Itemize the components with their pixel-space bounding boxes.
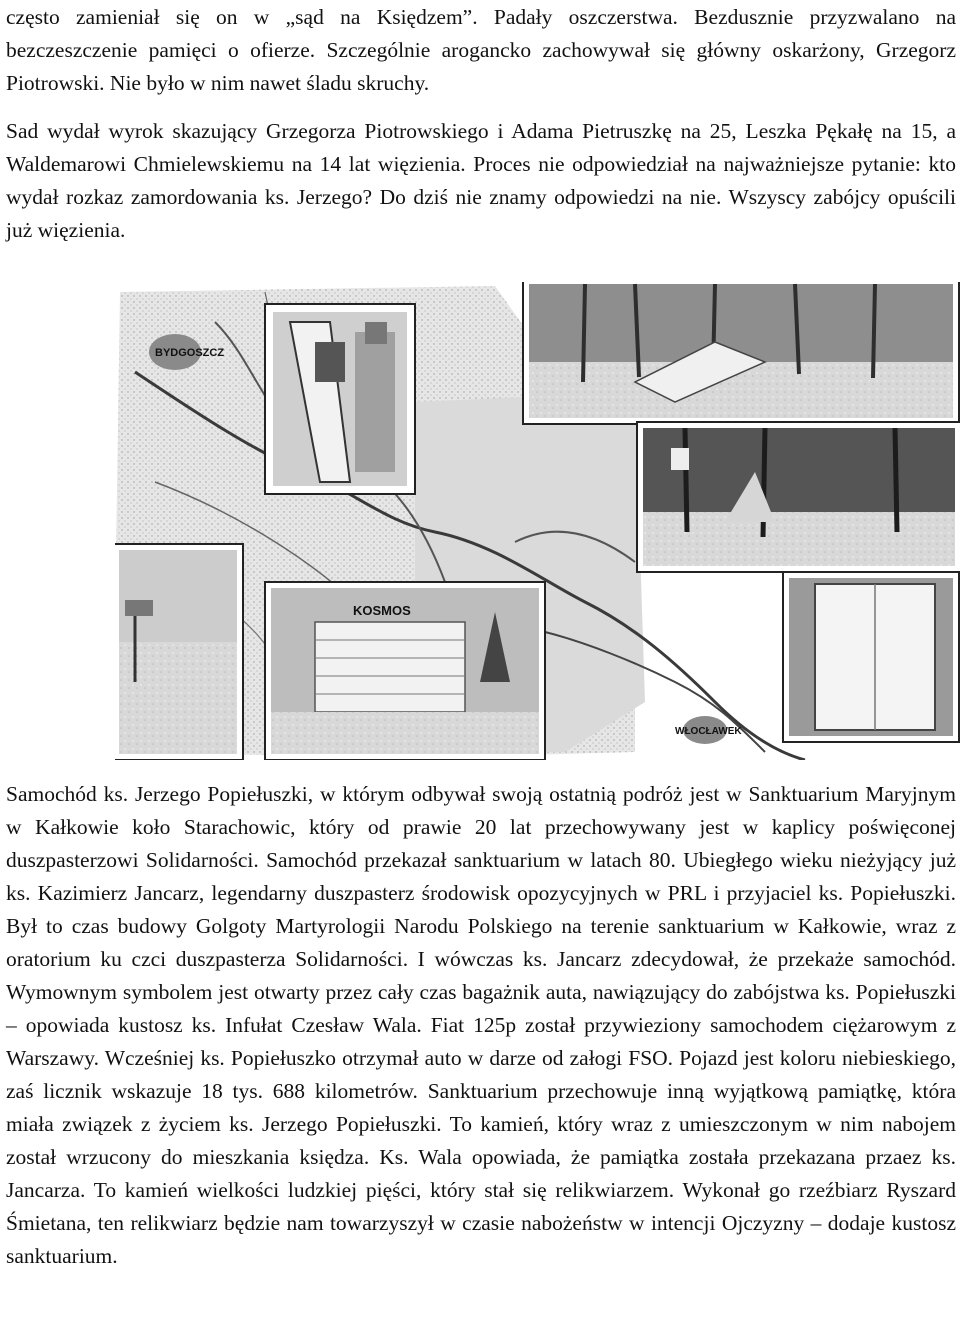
photo-kosmos-hotel [265,582,545,760]
map-label-wloclawek: WŁOCŁAWEK [675,726,742,737]
photo-snowy-forest [523,282,959,424]
paragraph-verdict: Sad wydał wyrok skazujący Grzegorza Piotrowskiego i Adama Pietruszkę na 25, Leszka Pękałę na 15, a Waldemarowi Chmielewskiemu na 14 lat więzienia. Proces nie odpowiedział na najważniejsze pytanie: kto wydał rozkaz zamordowania ks. Jerzego? Do dziś nie znamy odpowiedzi na nie. Wszyscy zabójcy opuścili już więzienia. [6,119,956,242]
photo-roadside [115,544,243,760]
photo-memorial-door [783,572,959,742]
kosmos-sign: KOSMOS [353,603,411,618]
map-label-bydgoszcz: BYDGOSZCZ [155,347,225,359]
photo-collage [115,282,960,760]
paragraph-intro: często zamieniał się on w „sąd na Księdzem”. Padały oszczerstwa. Bezdusznie przyzwalano na bezczeszczenie pamięci o ofierze. Szczególnie arogancko zachowywał się główny oskarżony, Grzegorz Piotrowski. Nie było w nim nawet śladu skruchy. [6,5,956,95]
photo-winter-woods [637,422,960,572]
photo-memorial-cross [265,304,415,494]
paragraph-car-relic: Samochód ks. Jerzego Popiełuszki, w którym odbywał swoją ostatnią podróż jest w Sanktuarium Maryjnym w Kałkowie koło Starachowic, który od prawie 20 lat przechowywany jest w kaplicy poświęconej duszpasterzowi Solidarności. Samochód przekazał sanktuarium w latach 80. Ubiegłego wieku nieżyjący już ks. Kazimierz Jancarz, legendarny duszpasterz środowisk opozycyjnych w PRL i przyjaciel ks. Popiełuszki. Był to czas budowy Golgoty Martyrologii Narodu Polskiego na terenie sanktuarium w Kałkowie, wraz z oratorium ku czci duszpasterza Solidarności. I wówczas ks. Jancarz zdecydował, że przekaże samochód. Wymownym symbolem jest otwarty przez cały czas bagażnik auta, nawiązujący do zabójstwa ks. Popiełuszki – opowiada kustosz ks. Infułat Czesław Wala. Fiat 125p został przywieziony samochodem ciężarowym z Warszawy. Wcześniej ks. Popiełuszko otrzymał auto w darze od załogi FSO. Pojazd jest koloru niebieskiego, zaś licznik wskazuje 18 tys. 688 kilometrów. Sanktuarium przechowuje inną wyjątkową pamiątkę, która miała związek z życiem ks. Jerzego Popiełuszki. To kamień, który wraz z umieszczonym w nim nabojem został wrzucony do mieszkania księdza. Ks. Wala opowiada, że pamiątka została przekazana przaez ks. Jancarza. To kamień wielkości ludzkiej pięści, który stał się relikwiarzem. Wykonał go rzeźbiarz Ryszard Śmietana, ten relikwiarz będzie nam towarzyszył w czasie nabożeństw w intencji Ojczyzny – dodaje kustosz sanktuarium. [6,782,956,1268]
